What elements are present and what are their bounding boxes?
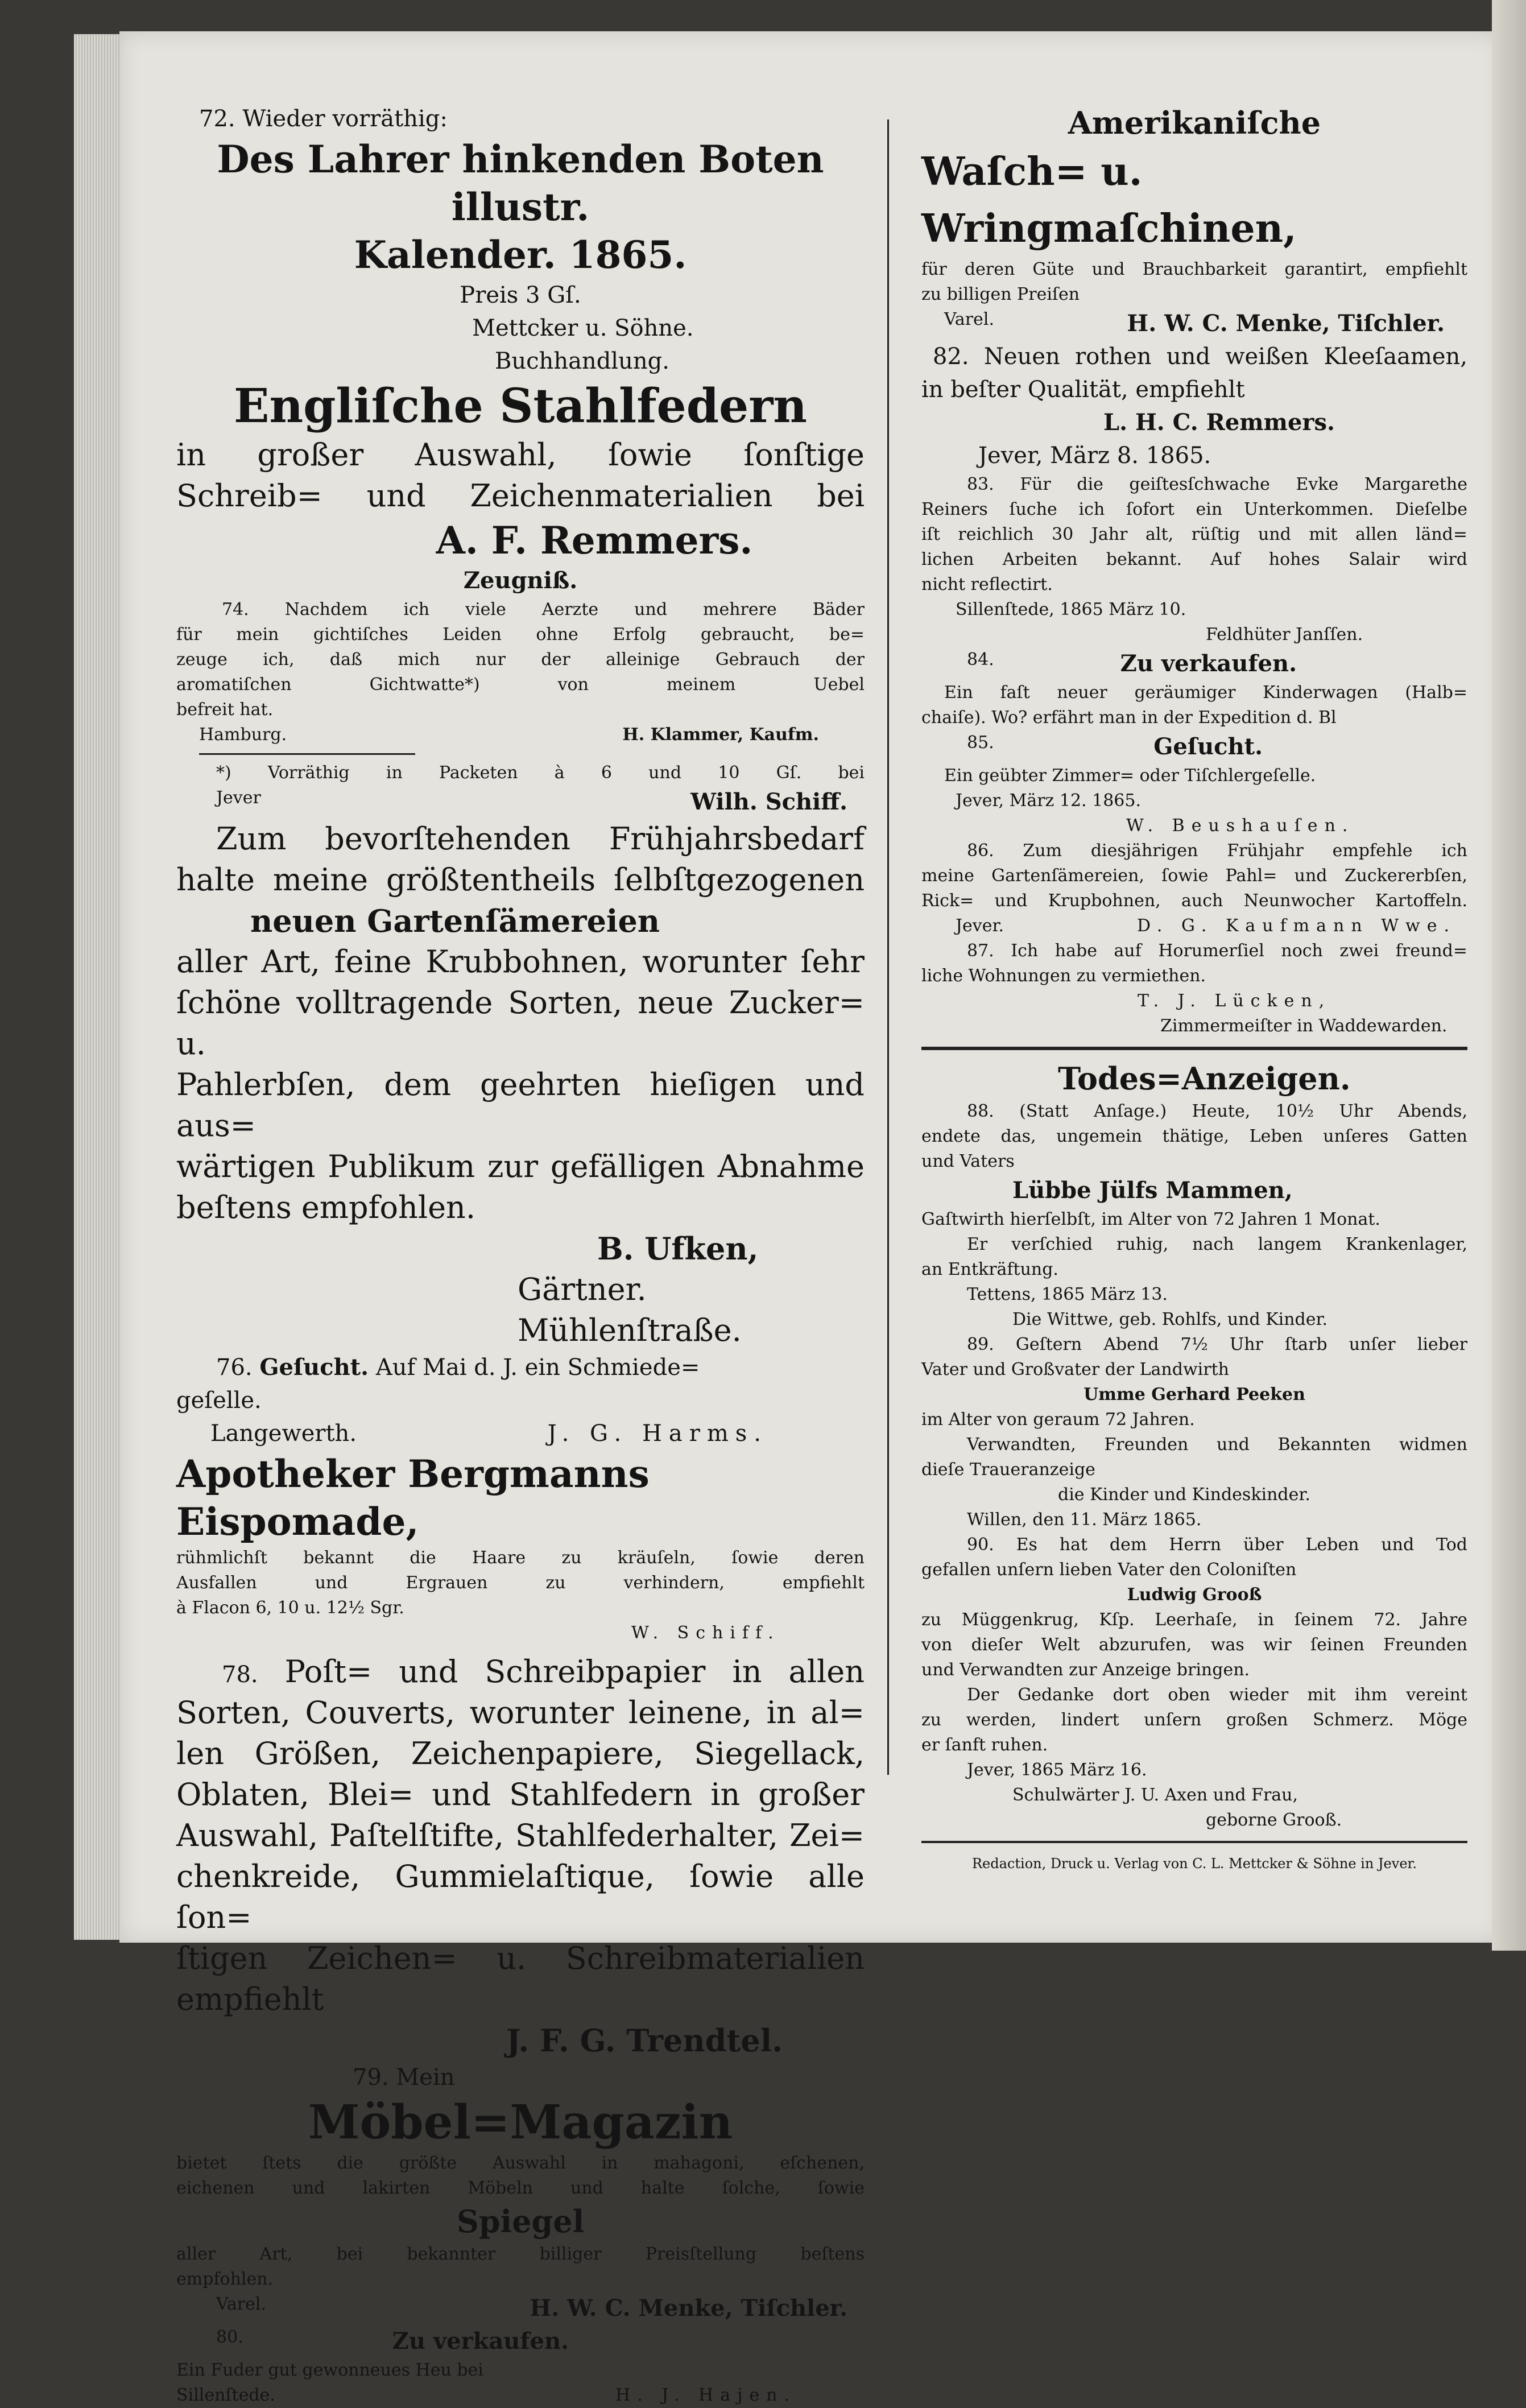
ad-text-line: aller Art, bei bekannter billiger Preisſtellung beſtens bbox=[176, 2244, 865, 2264]
ad-text-line: Ein faſt neuer geräumiger Kinderwagen (Halb= bbox=[944, 683, 1467, 703]
ad-text-line: Rick= und Krupbohnen, auch Neunwocher Kartoffeln. bbox=[921, 891, 1467, 911]
ad-signer: Schulwärter J. U. Axen und Frau, bbox=[1012, 1785, 1298, 1805]
ad-text-line: rühmlichſt bekannt die Haare zu kräuſeln, ſowie deren bbox=[176, 1548, 865, 1568]
ad-highlight: neuen Gartenſämereien bbox=[250, 903, 660, 939]
ad-84 bbox=[921, 647, 1467, 730]
ad-text-line: len Größen, Zeichenpapiere, Siegellack, bbox=[176, 1736, 865, 1771]
ad-72 bbox=[176, 74, 865, 378]
ad-83 bbox=[921, 472, 1467, 647]
ad-text-line: dieſe Traueranzeige bbox=[921, 1460, 1095, 1480]
ad-text-line: Ein Fuder gut gewonneues Heu bei bbox=[176, 2360, 483, 2380]
ad-text-line: Pahlerbſen, dem geehrten hieſigen und aus= bbox=[176, 1067, 865, 1143]
ad-text-line: für mein gichtiſches Leiden ohne Erfolg gebraucht, be= bbox=[176, 625, 865, 645]
section-rule bbox=[921, 1047, 1467, 1050]
ad-text-line: nicht reflectirt. bbox=[921, 575, 1053, 594]
ad-number: 76. bbox=[216, 1354, 253, 1381]
ad-date: Jever, März 12. 1865. bbox=[956, 791, 1142, 811]
ad-number: 90. bbox=[967, 1535, 994, 1555]
ad-82 bbox=[921, 340, 1467, 472]
ad-text-line: im Alter von geraum 72 Jahren. bbox=[921, 1410, 1195, 1430]
ad-text-line: er ſanft ruhen. bbox=[921, 1735, 1048, 1755]
ad-number: 72. bbox=[199, 106, 235, 132]
ad-text-line: chaiſe). Wo? erfährt man in der Expedition d. Bl bbox=[921, 708, 1337, 728]
ad-date: Tettens, 1865 März 13. bbox=[967, 1284, 1168, 1304]
ad-signer: J. G. Harms. bbox=[547, 1420, 768, 1447]
ad-text-line: zeuge ich, daß mich nur der alleinige Gebrauch der bbox=[176, 650, 865, 670]
ad-text-line: Ausfallen und Ergrauen zu verhindern, empfiehlt bbox=[176, 1573, 865, 1593]
ad-text-line: aller Art, feine Krubbohnen, worunter ſehr bbox=[176, 944, 865, 980]
ad-seller-role: Gärtner. Mühlenſtraße. bbox=[518, 1271, 742, 1348]
ad-text-line: Ich habe auf Horumerſiel noch zwei freund= bbox=[1011, 941, 1467, 961]
ad-text-line: Es hat dem Herrn über Leben und Tod bbox=[1016, 1535, 1467, 1555]
ad-number: 83. bbox=[967, 474, 994, 494]
ad-text-line: an Entkräftung. bbox=[921, 1259, 1058, 1279]
ad-place: Sillenſtede. bbox=[176, 2385, 275, 2405]
ad-text-line: Sorten, Couverts, worunter leinene, in al= bbox=[176, 1695, 865, 1730]
ad-footnote: *) Vorräthig in Packeten à 6 und 10 Gſ. bei bbox=[216, 763, 865, 783]
ad-text-line: Zum diesjährigen Frühjahr empfehle ich bbox=[1023, 841, 1467, 861]
ad-text-line: wärtigen Publikum zur gefälligen Abnahme bbox=[176, 1149, 865, 1184]
ad-text-line: zu billigen Preiſen bbox=[921, 284, 1080, 304]
ad-text-line: Der Gedanke dort oben wieder mit ihm vereint bbox=[967, 1685, 1467, 1705]
ad-text-line: Gaſtwirth hierſelbſt, im Alter von 72 Jahren 1 Monat. bbox=[921, 1209, 1380, 1229]
ad-seller: H. W. C. Menke, Tiſchler. bbox=[530, 2295, 847, 2322]
ad-text-line: ſtigen Zeichen= u. Schreibmaterialien empfiehlt bbox=[176, 1940, 865, 2017]
ad-number: 88. bbox=[967, 1101, 994, 1121]
ad-date: Sillenſtede, 1865 März 10. bbox=[956, 600, 1186, 619]
ad-text-line: ſchöne volltragende Sorten, neue Zucker= u. bbox=[176, 985, 865, 1061]
ad-signer-2: geborne Grooß. bbox=[1206, 1810, 1342, 1830]
ad-text-line: halte meine größtentheils ſelbſtgezogenen bbox=[176, 862, 865, 898]
ad-text-line: in beſter Qualität, empfiehlt bbox=[921, 377, 1245, 403]
ad-text-line: iſt reichlich 30 Jahr alt, rüſtig und mit allen länd= bbox=[921, 524, 1467, 544]
ad-text-line: von dieſer Welt abzurufen, was wir ſeinen Freunden bbox=[921, 1635, 1467, 1655]
ad-intro: Wieder vorräthig: bbox=[242, 106, 448, 132]
ad-text-line: Zum bevorſtehenden Frühjahrsbedarf bbox=[216, 821, 865, 857]
ad-text-line: Verwandten, Freunden und Bekannten widmen bbox=[967, 1435, 1467, 1455]
column-divider bbox=[887, 119, 889, 1775]
ad-text-line: geſelle. bbox=[176, 1387, 262, 1414]
ad-number: 89. bbox=[967, 1335, 994, 1354]
adjacent-page-edge bbox=[1492, 0, 1526, 1951]
ad-seller: B. Ufken, bbox=[597, 1230, 759, 1267]
ad-text-line: Neuen rothen und weißen Kleeſaamen, bbox=[983, 344, 1468, 370]
ad-86 bbox=[921, 839, 1467, 939]
ad-title: Des Lahrer hinkenden Boten illustr. bbox=[217, 137, 824, 229]
ad-text-line: meine Gartenſämereien, ſowie Pahl= und Zuckererbſen, bbox=[921, 866, 1467, 886]
ad-seller: L. H. C. Remmers. bbox=[1103, 409, 1335, 436]
ad-text-line: eichenen und lakirten Möbeln und halte ſolche, ſowie bbox=[176, 2178, 865, 2198]
ad-place: Jever. bbox=[956, 916, 1004, 936]
ad-number: 86. bbox=[967, 841, 994, 861]
footer-rule bbox=[921, 1841, 1467, 1843]
right-column bbox=[921, 74, 1467, 1876]
ad-title: Geſucht. bbox=[1153, 733, 1263, 760]
ad-seller: Mettcker u. Söhne. bbox=[472, 315, 694, 341]
ad-89 bbox=[921, 1332, 1467, 1533]
ad-place: Varel. bbox=[216, 2294, 267, 2314]
deceased-name: Ludwig Grooß bbox=[1127, 1585, 1262, 1605]
ad-text-line: lichen Arbeiten bekannt. Auf hohes Salair wird bbox=[921, 550, 1467, 569]
book-page-edges bbox=[74, 34, 125, 1940]
ad-title: Amerikaniſche bbox=[1068, 105, 1321, 141]
ad-seller-role: Buchhandlung. bbox=[495, 348, 669, 374]
ad-90 bbox=[921, 1533, 1467, 1833]
ad-number: 87. bbox=[967, 941, 994, 961]
ad-text-line: Oblaten, Blei= und Stahlfedern in großer bbox=[176, 1777, 865, 1812]
ad-price: Preis 3 Gſ. bbox=[460, 282, 581, 308]
ad-number: 82. bbox=[933, 344, 969, 370]
ad-number: 79. bbox=[353, 2064, 389, 2091]
ad-75 bbox=[176, 819, 865, 1351]
ad-signer-role: Zimmermeiſter in Waddewarden. bbox=[1160, 1016, 1448, 1036]
ad-text-line: zu Müggenkrug, Kſp. Leerhaſe, in ſeinem 72. Jahre bbox=[921, 1610, 1467, 1630]
ad-text-line: Auswahl, Paſtelſtifte, Stahlfederhalter, Zei= bbox=[176, 1818, 865, 1853]
ad-text-line: für deren Güte und Brauchbarkeit garantirt, empfiehlt bbox=[921, 259, 1467, 279]
ad-number: 84. bbox=[967, 650, 994, 670]
section-title: Todes=Anzeigen. bbox=[1058, 1060, 1351, 1097]
ad-81 bbox=[921, 74, 1467, 340]
ad-text-line: zu werden, lindert unſern großen Schmerz. Möge bbox=[921, 1710, 1467, 1730]
ad-seller: Wilh. Schiff. bbox=[690, 788, 847, 815]
ad-text-line: empfohlen. bbox=[176, 2269, 274, 2289]
ad-date: Jever, 1865 März 16. bbox=[967, 1760, 1147, 1780]
ad-78 bbox=[176, 1646, 865, 2061]
ad-place: Langewerth. bbox=[210, 1420, 357, 1447]
ad-text-line: (Statt Anſage.) Heute, 10½ Uhr Abends, bbox=[1019, 1101, 1467, 1121]
ad-text-line: à Flacon 6, 10 u. 12½ Sgr. bbox=[176, 1598, 404, 1618]
imprint: Redaction, Druck u. Verlag von C. L. Mettcker & Söhne in Jever. bbox=[971, 1856, 1417, 1872]
ad-signer: H. J. Hajen. bbox=[615, 2385, 796, 2405]
ad-title: Geſucht. bbox=[259, 1354, 369, 1381]
ad-seller: H. W. C. Menke, Tiſchler. bbox=[1127, 310, 1445, 337]
ad-date: Willen, den 11. März 1865. bbox=[967, 1510, 1202, 1530]
ad-text-line: gefallen unſern lieben Vater den Coloniſten bbox=[921, 1560, 1297, 1580]
ad-text-line: Poſt= und Schreibpapier in allen bbox=[284, 1654, 865, 1690]
ad-76 bbox=[176, 1351, 865, 1450]
ad-number: 78. bbox=[222, 1662, 258, 1688]
deceased-name: Umme Gerhard Peeken bbox=[1083, 1385, 1305, 1405]
ad-title-2: Waſch= u. Wringmaſchinen, bbox=[921, 149, 1297, 251]
ad-signer: W. Schiff. bbox=[631, 1623, 780, 1643]
ad-text-line: Nachdem ich viele Aerzte und mehrere Bäder bbox=[284, 600, 865, 619]
ad-text-line: bietet ſtets die größte Auswahl in mahagoni, eſchenen, bbox=[176, 2153, 865, 2173]
ad-text-line: Auf Mai d. J. ein Schmiede= bbox=[375, 1354, 700, 1381]
ad-text-line: und Verwandten zur Anzeige bringen. bbox=[921, 1660, 1250, 1680]
ad-87 bbox=[921, 939, 1467, 1039]
ad-text-line: Ein geübter Zimmer= oder Tiſchlergeſelle. bbox=[944, 766, 1316, 786]
ad-signer: D. G. Kaufmann Wwe. bbox=[1136, 916, 1456, 936]
ad-number: 74. bbox=[222, 600, 249, 619]
ad-text-line: in großer Auswahl, ſowie ſonſtige bbox=[176, 437, 865, 473]
ad-79 bbox=[176, 2061, 865, 2325]
death-notices bbox=[921, 1058, 1467, 1833]
ad-signer: H. Klammer, Kaufm. bbox=[622, 725, 819, 745]
ad-title: Zu verkaufen. bbox=[1120, 650, 1297, 677]
ad-signer: Die Wittwe, geb. Rohlfs, und Kinder. bbox=[1012, 1310, 1328, 1329]
ad-signer: die Kinder und Kindeskinder. bbox=[1058, 1485, 1310, 1505]
ad-text-line: Für die geiſtesſchwache Evke Margarethe bbox=[1020, 474, 1467, 494]
ad-text-line: endete das, ungemein thätige, Leben unſeres Gatten bbox=[921, 1126, 1467, 1146]
ad-place: Hamburg. bbox=[199, 725, 287, 745]
ad-seller: A. F. Remmers. bbox=[436, 518, 753, 563]
ad-85 bbox=[921, 730, 1467, 839]
ad-77 bbox=[176, 1450, 865, 1646]
ad-seller: J. F. G. Trendtel. bbox=[506, 2022, 783, 2059]
ad-text-line: aromatiſchen Gichtwatte*) von meinem Uebel bbox=[176, 675, 865, 695]
ad-title: Zu verkaufen. bbox=[392, 2328, 569, 2355]
ad-text-line: Geſtern Abend 7½ Uhr ſtarb unſer lieber bbox=[1015, 1335, 1467, 1354]
ad-text-line: liche Wohnungen zu vermiethen. bbox=[921, 966, 1206, 986]
ad-73 bbox=[176, 378, 865, 564]
ad-text-line: befreit hat. bbox=[176, 700, 274, 720]
ad-intro: Mein bbox=[396, 2064, 455, 2091]
footnote-rule bbox=[199, 753, 415, 755]
ad-title-2: Kalender. 1865. bbox=[354, 233, 687, 277]
ad-text-line: Vater und Großvater der Landwirth bbox=[921, 1360, 1229, 1379]
left-column bbox=[176, 74, 865, 2408]
ad-title: Möbel=Magazin bbox=[308, 2095, 733, 2150]
ad-text-line: chenkreide, Gummielaſtique, ſowie alle ſon= bbox=[176, 1858, 865, 1935]
ad-title: Engliſche Stahlfedern bbox=[233, 379, 808, 433]
ad-80 bbox=[176, 2325, 865, 2408]
deceased-name: Lübbe Jülfs Mammen, bbox=[1012, 1177, 1293, 1204]
ad-place: Jever bbox=[216, 788, 261, 808]
ad-74 bbox=[176, 564, 865, 819]
ad-date: Jever, März 8. 1865. bbox=[978, 443, 1211, 469]
ad-title: Zeugniß. bbox=[463, 567, 578, 594]
ad-88 bbox=[921, 1099, 1467, 1332]
ad-signer: W. Beushauſen. bbox=[1126, 816, 1355, 836]
ad-signer: Feldhüter Janſſen. bbox=[1206, 625, 1363, 645]
ad-number: 85. bbox=[967, 733, 994, 753]
ad-title: Apotheker Bergmanns Eispomade, bbox=[176, 1452, 650, 1544]
ad-text-line: Reiners ſuche ich ſofort ein Unterkommen. Dieſelbe bbox=[921, 499, 1467, 519]
ad-text-line: Schreib= und Zeichenmaterialien bei bbox=[176, 478, 865, 514]
ad-number: 80. bbox=[216, 2327, 243, 2347]
ad-place: Varel. bbox=[944, 309, 995, 329]
ad-title-2: Spiegel bbox=[456, 2203, 585, 2240]
ad-signer: T. J. Lücken, bbox=[1138, 991, 1331, 1011]
ad-text-line: und Vaters bbox=[921, 1151, 1015, 1171]
ad-text-line: beſtens empfohlen. bbox=[176, 1189, 475, 1225]
ad-text-line: Er verſchied ruhig, nach langem Krankenlager, bbox=[967, 1234, 1467, 1254]
